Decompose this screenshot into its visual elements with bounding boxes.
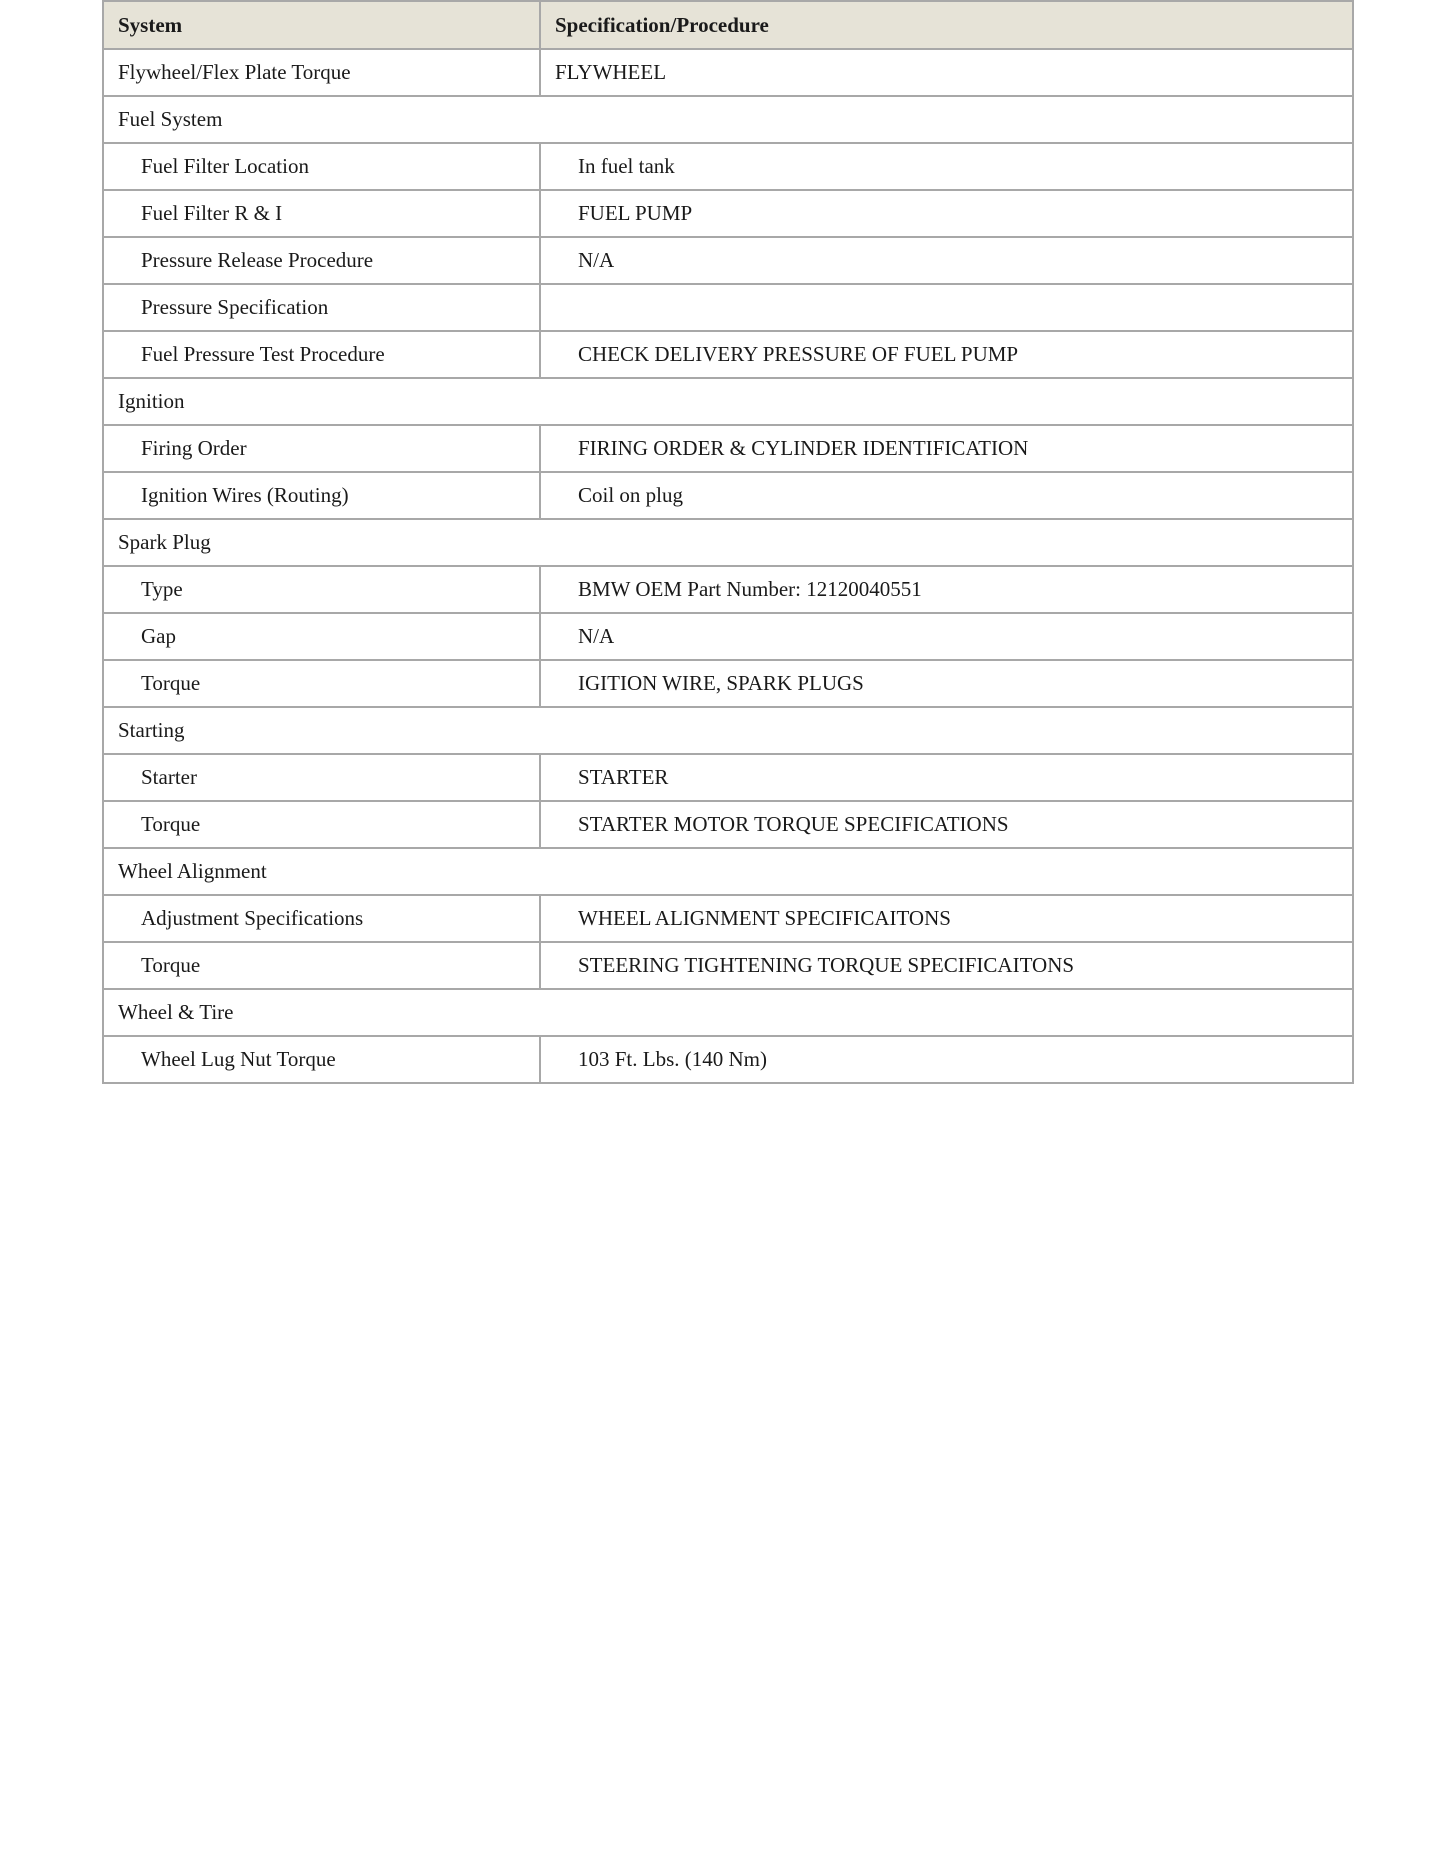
row-label: Ignition Wires (Routing) <box>103 472 540 519</box>
row-value: STARTER MOTOR TORQUE SPECIFICATIONS <box>540 801 1353 848</box>
row-label: Torque <box>103 801 540 848</box>
section-label: Wheel & Tire <box>103 989 1353 1036</box>
table-row <box>103 237 1353 284</box>
row-value <box>540 284 1353 331</box>
row-label: Fuel Filter R & I <box>103 190 540 237</box>
section-row <box>103 989 1353 1036</box>
section-label: Fuel System <box>103 96 1353 143</box>
table-row <box>103 801 1353 848</box>
section-row <box>103 707 1353 754</box>
row-label: Torque <box>103 942 540 989</box>
row-label: Flywheel/Flex Plate Torque <box>103 49 540 96</box>
row-value: BMW OEM Part Number: 12120040551 <box>540 566 1353 613</box>
row-value: Coil on plug <box>540 472 1353 519</box>
table-row <box>103 895 1353 942</box>
section-label: Ignition <box>103 378 1353 425</box>
column-header-system: System <box>103 1 540 49</box>
table-row <box>103 1036 1353 1083</box>
table-row <box>103 660 1353 707</box>
row-value: FUEL PUMP <box>540 190 1353 237</box>
row-value: FLYWHEEL <box>540 49 1353 96</box>
section-row <box>103 96 1353 143</box>
row-value: CHECK DELIVERY PRESSURE OF FUEL PUMP <box>540 331 1353 378</box>
table-row <box>103 942 1353 989</box>
table-header-row <box>103 1 1353 49</box>
row-value: N/A <box>540 613 1353 660</box>
table-row <box>103 143 1353 190</box>
table-row <box>103 425 1353 472</box>
row-label: Fuel Pressure Test Procedure <box>103 331 540 378</box>
row-label: Starter <box>103 754 540 801</box>
row-label: Firing Order <box>103 425 540 472</box>
section-label: Starting <box>103 707 1353 754</box>
row-label: Gap <box>103 613 540 660</box>
row-label: Adjustment Specifications <box>103 895 540 942</box>
specification-table <box>102 0 1354 1084</box>
row-label: Wheel Lug Nut Torque <box>103 1036 540 1083</box>
row-value: FIRING ORDER & CYLINDER IDENTIFICATION <box>540 425 1353 472</box>
row-label: Type <box>103 566 540 613</box>
row-value: In fuel tank <box>540 143 1353 190</box>
section-row <box>103 848 1353 895</box>
table-row <box>103 190 1353 237</box>
table-row <box>103 566 1353 613</box>
row-value: STEERING TIGHTENING TORQUE SPECIFICAITONS <box>540 942 1353 989</box>
table-body <box>103 49 1353 1083</box>
section-label: Wheel Alignment <box>103 848 1353 895</box>
section-label: Spark Plug <box>103 519 1353 566</box>
table-row <box>103 331 1353 378</box>
table-row <box>103 613 1353 660</box>
row-value: WHEEL ALIGNMENT SPECIFICAITONS <box>540 895 1353 942</box>
table-row <box>103 754 1353 801</box>
table-row <box>103 284 1353 331</box>
row-label: Pressure Specification <box>103 284 540 331</box>
row-value: N/A <box>540 237 1353 284</box>
table-row <box>103 472 1353 519</box>
row-value: 103 Ft. Lbs. (140 Nm) <box>540 1036 1353 1083</box>
section-row <box>103 378 1353 425</box>
section-row <box>103 519 1353 566</box>
row-value: STARTER <box>540 754 1353 801</box>
column-header-specification: Specification/Procedure <box>540 1 1353 49</box>
row-label: Fuel Filter Location <box>103 143 540 190</box>
table-row <box>103 49 1353 96</box>
row-value: IGITION WIRE, SPARK PLUGS <box>540 660 1353 707</box>
row-label: Torque <box>103 660 540 707</box>
row-label: Pressure Release Procedure <box>103 237 540 284</box>
